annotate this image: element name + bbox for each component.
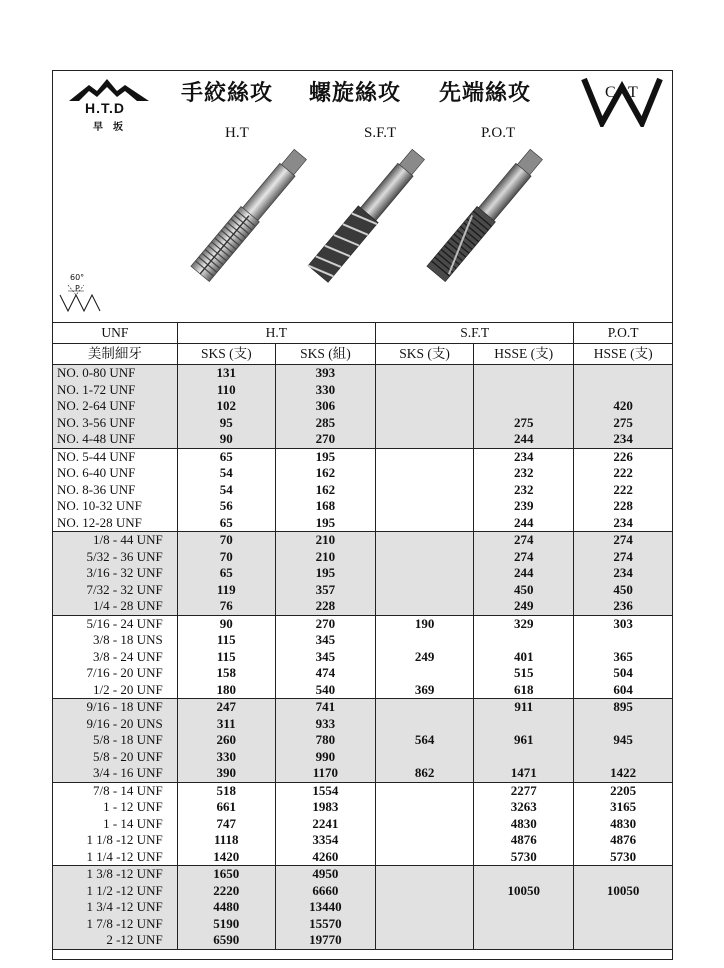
cell-ht-sks-each: 54 — [177, 482, 275, 499]
cell-ht-sks-each: 110 — [177, 382, 275, 399]
cell-sft-hsse: 2277 — [474, 782, 574, 799]
cell-sft-hsse: 911 — [474, 699, 574, 716]
head-sub-ht-sks-set: SKS (組) — [275, 344, 375, 365]
cell-spec: NO. 5-44 UNF — [57, 448, 136, 464]
price-table — [53, 322, 672, 950]
cell-ht-sks-each: 95 — [177, 415, 275, 432]
cell-ht-sks-each: 90 — [177, 431, 275, 448]
table-row — [53, 732, 672, 749]
cell-spec: 5/8 - 20 UNF — [92, 748, 163, 764]
cell-ht-sks-set: 1170 — [275, 765, 375, 782]
cell-sft-sks — [376, 398, 474, 415]
cell-sft-sks — [376, 365, 474, 382]
title-point-tap: 先端絲攻 — [439, 80, 532, 106]
cell-sft-sks — [376, 482, 474, 499]
cell-ht-sks-each: 70 — [177, 549, 275, 566]
cell-pot-hsse: 504 — [574, 665, 672, 682]
cell-sft-hsse: 1471 — [474, 765, 574, 782]
table-row — [53, 816, 672, 833]
cell-ht-sks-each: 70 — [177, 532, 275, 549]
cell-ht-sks-set: 357 — [275, 582, 375, 599]
cell-ht-sks-set: 210 — [275, 532, 375, 549]
cell-spec: 5/16 - 24 UNF — [86, 615, 163, 631]
cell-pot-hsse — [574, 382, 672, 399]
cell-sft-sks — [376, 448, 474, 465]
head-sub-pot-hsse: HSSE (支) — [574, 344, 672, 365]
label-sft: S.F.T — [364, 125, 397, 141]
cw-logo-t: T — [628, 84, 638, 101]
table-row — [53, 699, 672, 716]
cell-spec: 7/8 - 14 UNF — [92, 782, 163, 798]
cell-ht-sks-each: 5190 — [177, 916, 275, 933]
cell-sft-hsse: 244 — [474, 565, 574, 582]
cell-sft-hsse: 249 — [474, 598, 574, 615]
cell-sft-sks — [376, 716, 474, 733]
cell-pot-hsse: 234 — [574, 565, 672, 582]
cell-sft-sks — [376, 665, 474, 682]
cell-ht-sks-each: 76 — [177, 598, 275, 615]
cell-ht-sks-each: 56 — [177, 498, 275, 515]
cell-ht-sks-each: 65 — [177, 515, 275, 532]
cell-sft-hsse — [474, 932, 574, 949]
cell-spec: NO. 4-48 UNF — [53, 431, 177, 448]
cell-ht-sks-each: 260 — [177, 732, 275, 749]
cell-pot-hsse: 234 — [574, 515, 672, 532]
cell-sft-hsse: 244 — [474, 431, 574, 448]
table-row — [53, 716, 672, 733]
cell-pot-hsse: 274 — [574, 532, 672, 549]
cell-sft-sks — [376, 532, 474, 549]
cell-sft-hsse: 4830 — [474, 816, 574, 833]
cell-sft-sks: 249 — [376, 649, 474, 666]
cell-sft-sks — [376, 465, 474, 482]
cell-sft-hsse: 274 — [474, 532, 574, 549]
cell-ht-sks-each: 311 — [177, 716, 275, 733]
row-group — [53, 782, 672, 866]
row-group — [53, 532, 672, 616]
cell-spec: 3/8 - 18 UNS — [92, 632, 163, 647]
cell-pot-hsse: 222 — [574, 465, 672, 482]
table-row — [53, 782, 672, 799]
brand-name: H.T.D — [85, 100, 125, 116]
table-row — [53, 515, 672, 532]
title-hand-tap: 手絞絲攻 — [181, 80, 274, 106]
cell-spec: 2 -12 UNF — [53, 932, 177, 949]
cell-ht-sks-set: 195 — [275, 565, 375, 582]
cell-sft-hsse — [474, 398, 574, 415]
cell-ht-sks-each: 115 — [177, 632, 275, 649]
cell-sft-hsse — [474, 716, 574, 733]
row-group — [53, 365, 672, 449]
cell-pot-hsse: 450 — [574, 582, 672, 599]
table-row — [53, 665, 672, 682]
cell-sft-sks: 862 — [376, 765, 474, 782]
catalog-header — [53, 71, 672, 322]
cell-ht-sks-each: 661 — [177, 799, 275, 816]
cell-sft-hsse: 329 — [474, 615, 574, 632]
cell-ht-sks-set: 741 — [275, 699, 375, 716]
cell-pot-hsse: 5730 — [574, 849, 672, 866]
cell-ht-sks-each: 2220 — [177, 883, 275, 900]
cell-ht-sks-each: 115 — [177, 649, 275, 666]
cell-spec: 9/16 - 20 UNS — [86, 715, 163, 731]
cell-sft-sks — [376, 415, 474, 432]
cell-pot-hsse: 275 — [574, 415, 672, 432]
head-sft: S.F.T — [376, 323, 574, 344]
cell-pot-hsse: 228 — [574, 498, 672, 515]
cell-spec: NO. 10-32 UNF — [57, 498, 142, 513]
cell-ht-sks-each: 747 — [177, 816, 275, 833]
table-row — [53, 916, 672, 933]
cell-ht-sks-set: 2241 — [275, 816, 375, 833]
cell-ht-sks-set: 1554 — [275, 782, 375, 799]
table-row — [53, 932, 672, 949]
table-row — [53, 382, 672, 399]
cell-ht-sks-each: 158 — [177, 665, 275, 682]
row-group — [53, 699, 672, 783]
table-row — [53, 448, 672, 465]
cell-ht-sks-set: 306 — [275, 398, 375, 415]
cell-sft-sks — [376, 582, 474, 599]
cell-pot-hsse — [574, 365, 672, 382]
head-unf: UNF — [53, 323, 177, 344]
cell-pot-hsse: 895 — [574, 699, 672, 716]
cell-sft-sks — [376, 515, 474, 532]
cell-sft-sks — [376, 899, 474, 916]
cell-spec: NO. 6-40 UNF — [57, 465, 136, 480]
cell-pot-hsse: 4876 — [574, 832, 672, 849]
cell-sft-hsse — [474, 632, 574, 649]
cell-ht-sks-set: 162 — [275, 465, 375, 482]
cell-ht-sks-set: 228 — [275, 598, 375, 615]
table-row — [53, 482, 672, 499]
cell-ht-sks-set: 270 — [275, 615, 375, 632]
cell-ht-sks-each: 6590 — [177, 932, 275, 949]
cell-spec: 1/8 - 44 UNF — [92, 532, 163, 547]
cell-pot-hsse: 3165 — [574, 799, 672, 816]
cell-spec: 1 1/4 -12 UNF — [53, 849, 177, 866]
cell-spec: 1 3/8 -12 UNF — [86, 866, 163, 881]
cell-pot-hsse — [574, 632, 672, 649]
table-row — [53, 431, 672, 448]
cell-ht-sks-set: 540 — [275, 682, 375, 699]
cell-ht-sks-each: 330 — [177, 749, 275, 766]
cell-ht-sks-set: 285 — [275, 415, 375, 432]
cell-spec: 9/16 - 18 UNF — [86, 699, 163, 714]
table-row — [53, 415, 672, 432]
cell-ht-sks-each: 1420 — [177, 849, 275, 866]
cell-sft-sks — [376, 549, 474, 566]
cell-sft-hsse: 10050 — [474, 883, 574, 900]
cell-ht-sks-set: 345 — [275, 632, 375, 649]
point-tap-image — [413, 143, 553, 293]
cell-pot-hsse: 303 — [574, 615, 672, 632]
head-sub-sft-sks: SKS (支) — [376, 344, 474, 365]
cell-sft-sks — [376, 565, 474, 582]
cell-spec: 1 - 14 UNF — [103, 815, 163, 831]
cell-spec: 1 1/8 -12 UNF — [86, 832, 163, 847]
thread-pitch: P — [75, 284, 80, 293]
cell-spec: NO. 3-56 UNF — [57, 414, 136, 430]
cell-pot-hsse: 236 — [574, 598, 672, 615]
cell-spec: 7/16 - 20 UNF — [86, 665, 163, 680]
table-row — [53, 649, 672, 666]
cell-spec: 5/8 - 18 UNF — [92, 732, 163, 747]
cell-ht-sks-set: 4950 — [275, 866, 375, 883]
cell-ht-sks-set: 474 — [275, 665, 375, 682]
cell-sft-hsse — [474, 916, 574, 933]
cell-sft-hsse: 401 — [474, 649, 574, 666]
cell-ht-sks-set: 168 — [275, 498, 375, 515]
cell-pot-hsse: 234 — [574, 431, 672, 448]
table-row — [53, 765, 672, 782]
table-row — [53, 866, 672, 883]
table-row — [53, 799, 672, 816]
cell-sft-hsse: 4876 — [474, 832, 574, 849]
cell-spec: 5/32 - 36 UNF — [86, 548, 163, 564]
cell-pot-hsse: 222 — [574, 482, 672, 499]
cell-ht-sks-set: 933 — [275, 716, 375, 733]
row-group — [53, 866, 672, 950]
cell-pot-hsse: 604 — [574, 682, 672, 699]
cell-sft-sks — [376, 832, 474, 849]
cell-spec: 1 3/4 -12 UNF — [86, 899, 163, 914]
cell-pot-hsse: 274 — [574, 549, 672, 566]
cell-sft-sks — [376, 849, 474, 866]
table-row — [53, 498, 672, 515]
table-row — [53, 532, 672, 549]
cell-sft-sks — [376, 699, 474, 716]
cell-ht-sks-set: 3354 — [275, 832, 375, 849]
cell-sft-sks — [376, 498, 474, 515]
label-ht: H.T — [225, 125, 249, 141]
cell-sft-sks: 190 — [376, 615, 474, 632]
cell-sft-sks — [376, 632, 474, 649]
cell-ht-sks-set: 330 — [275, 382, 375, 399]
cell-sft-hsse: 515 — [474, 665, 574, 682]
cell-sft-sks — [376, 382, 474, 399]
head-pot: P.O.T — [574, 323, 672, 344]
cell-sft-sks — [376, 866, 474, 883]
table-row — [53, 565, 672, 582]
cell-ht-sks-set: 195 — [275, 515, 375, 532]
cell-spec: 1/2 - 20 UNF — [53, 682, 177, 699]
cell-sft-hsse: 232 — [474, 465, 574, 482]
cw-logo-c: C — [605, 84, 616, 101]
cell-spec: 1 1/2 -12 UNF — [86, 882, 163, 898]
cell-pot-hsse — [574, 932, 672, 949]
cell-ht-sks-each: 1650 — [177, 866, 275, 883]
cell-spec: 1 - 12 UNF — [103, 799, 163, 814]
cell-ht-sks-each: 180 — [177, 682, 275, 699]
cell-sft-hsse: 239 — [474, 498, 574, 515]
cell-sft-hsse — [474, 382, 574, 399]
cell-ht-sks-set: 270 — [275, 431, 375, 448]
cell-ht-sks-set: 6660 — [275, 883, 375, 900]
cell-sft-hsse: 5730 — [474, 849, 574, 866]
table-row — [53, 899, 672, 916]
title-spiral-tap: 螺旋絲攻 — [309, 80, 402, 106]
cell-sft-sks — [376, 932, 474, 949]
cell-ht-sks-each: 65 — [177, 565, 275, 582]
cell-pot-hsse: 2205 — [574, 782, 672, 799]
cell-sft-hsse: 961 — [474, 732, 574, 749]
cell-sft-hsse: 450 — [474, 582, 574, 599]
head-ht: H.T — [177, 323, 375, 344]
cell-spec: NO. 12-28 UNF — [53, 515, 177, 532]
cell-sft-sks — [376, 782, 474, 799]
cell-sft-hsse — [474, 866, 574, 883]
table-row — [53, 883, 672, 900]
cell-ht-sks-set: 345 — [275, 649, 375, 666]
cell-pot-hsse — [574, 716, 672, 733]
table-row — [53, 549, 672, 566]
table-row — [53, 832, 672, 849]
cell-pot-hsse: 1422 — [574, 765, 672, 782]
cell-sft-sks — [376, 916, 474, 933]
catalog-frame — [52, 70, 673, 960]
cell-ht-sks-set: 1983 — [275, 799, 375, 816]
cell-ht-sks-set: 195 — [275, 448, 375, 465]
cell-ht-sks-each: 390 — [177, 765, 275, 782]
table-row — [53, 365, 672, 382]
cell-sft-hsse — [474, 899, 574, 916]
cell-sft-sks — [376, 431, 474, 448]
cell-spec: NO. 8-36 UNF — [57, 481, 136, 497]
cell-ht-sks-set: 19770 — [275, 932, 375, 949]
cell-pot-hsse: 226 — [574, 448, 672, 465]
table-row — [53, 849, 672, 866]
cell-sft-hsse — [474, 749, 574, 766]
cell-spec: NO. 0-80 UNF — [57, 365, 136, 380]
cell-pot-hsse: 420 — [574, 398, 672, 415]
cell-ht-sks-each: 518 — [177, 782, 275, 799]
cell-sft-sks — [376, 799, 474, 816]
cell-spec: NO. 2-64 UNF — [57, 398, 136, 413]
table-row — [53, 582, 672, 599]
cell-ht-sks-set: 162 — [275, 482, 375, 499]
cell-ht-sks-each: 65 — [177, 448, 275, 465]
cell-sft-sks — [376, 883, 474, 900]
htd-logo — [59, 75, 159, 155]
row-group — [53, 448, 672, 532]
cell-sft-hsse: 234 — [474, 448, 574, 465]
cell-ht-sks-each: 247 — [177, 699, 275, 716]
cell-pot-hsse — [574, 749, 672, 766]
cell-spec: 3/16 - 32 UNF — [86, 565, 163, 580]
cell-ht-sks-each: 102 — [177, 398, 275, 415]
cell-ht-sks-set: 210 — [275, 549, 375, 566]
cell-ht-sks-set: 393 — [275, 365, 375, 382]
table-row — [53, 615, 672, 632]
cell-pot-hsse — [574, 916, 672, 933]
table-row — [53, 632, 672, 649]
cell-sft-hsse: 274 — [474, 549, 574, 566]
head-sub-ht-sks-each: SKS (支) — [177, 344, 275, 365]
table-row — [53, 398, 672, 415]
brand-name-cn: 早坂 — [93, 122, 133, 133]
cell-sft-hsse: 618 — [474, 682, 574, 699]
cell-ht-sks-each: 1118 — [177, 832, 275, 849]
table-row — [53, 465, 672, 482]
thread-angle: 60° — [70, 273, 85, 282]
cell-ht-sks-set: 13440 — [275, 899, 375, 916]
cell-sft-sks — [376, 816, 474, 833]
row-group — [53, 615, 672, 699]
head-sub-spec: 美制細牙 — [53, 344, 177, 365]
table-row — [53, 598, 672, 615]
cell-sft-sks: 369 — [376, 682, 474, 699]
cell-pot-hsse: 945 — [574, 732, 672, 749]
cell-ht-sks-each: 119 — [177, 582, 275, 599]
cell-ht-sks-set: 990 — [275, 749, 375, 766]
cell-sft-hsse: 244 — [474, 515, 574, 532]
cell-pot-hsse: 4830 — [574, 816, 672, 833]
cell-spec: 3/8 - 24 UNF — [92, 648, 163, 664]
cell-spec: NO. 1-72 UNF — [57, 381, 136, 397]
cell-sft-sks: 564 — [376, 732, 474, 749]
cell-ht-sks-each: 4480 — [177, 899, 275, 916]
table-row — [53, 682, 672, 699]
cell-sft-hsse — [474, 365, 574, 382]
cell-spec: 1 7/8 -12 UNF — [86, 915, 163, 931]
label-pot: P.O.T — [481, 125, 516, 141]
cell-sft-hsse: 232 — [474, 482, 574, 499]
cell-ht-sks-set: 4260 — [275, 849, 375, 866]
cell-ht-sks-set: 15570 — [275, 916, 375, 933]
cell-sft-sks — [376, 749, 474, 766]
cell-pot-hsse: 10050 — [574, 883, 672, 900]
cell-pot-hsse — [574, 899, 672, 916]
cell-sft-sks — [376, 598, 474, 615]
cw-logo-icon — [580, 75, 664, 127]
cell-spec: 7/32 - 32 UNF — [86, 581, 163, 597]
cell-sft-hsse: 3263 — [474, 799, 574, 816]
cell-ht-sks-each: 90 — [177, 615, 275, 632]
cell-pot-hsse — [574, 866, 672, 883]
cell-spec: 1/4 - 28 UNF — [53, 598, 177, 615]
cell-ht-sks-set: 780 — [275, 732, 375, 749]
cell-sft-hsse: 275 — [474, 415, 574, 432]
table-row — [53, 749, 672, 766]
cell-pot-hsse: 365 — [574, 649, 672, 666]
cell-ht-sks-each: 54 — [177, 465, 275, 482]
head-sub-sft-hsse: HSSE (支) — [474, 344, 574, 365]
thread-profile — [58, 273, 106, 318]
cell-ht-sks-each: 131 — [177, 365, 275, 382]
cell-spec: 3/4 - 16 UNF — [53, 765, 177, 782]
